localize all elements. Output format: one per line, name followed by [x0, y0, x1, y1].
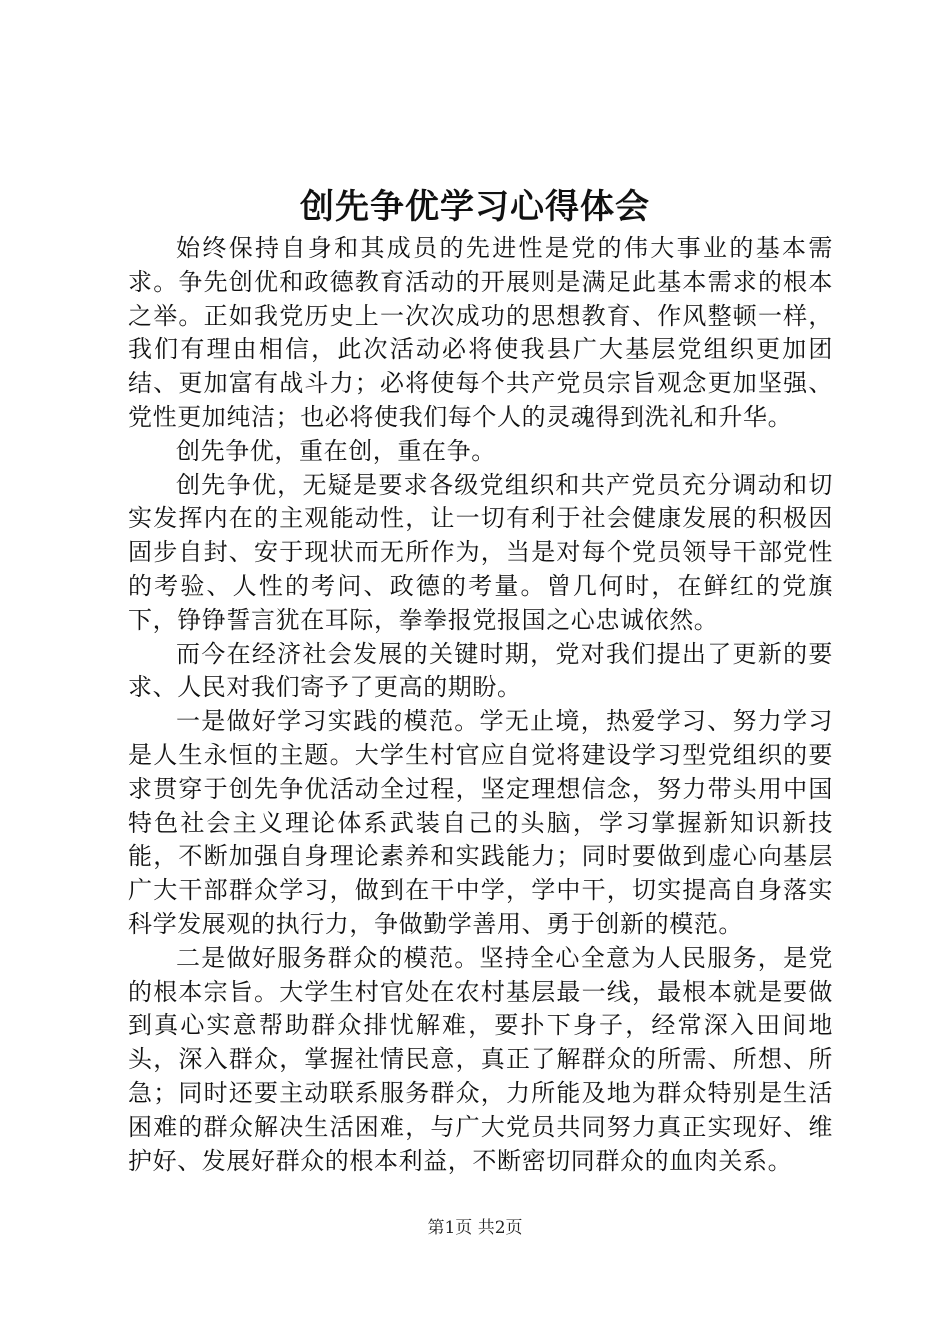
paragraph: 一是做好学习实践的模范。学无止境，热爱学习、努力学习是人生永恒的主题。大学生村官应自觉将建设学习型党组织的要求贯穿于创先争优活动全过程，坚定理想信念，努力带头用中国特色社会主义理论体系武装自己的头脑，学习掌握新知识新技能，不断加强自身理论素养和实践能力；同时要做到虚心向基层广大干部群众学习，做到在干中学，学中干，切实提高自身落实科学发展观的执行力，争做勤学善用、勇于创新的模范。: [128, 707, 833, 938]
paragraph: 始终保持自身和其成员的先进性是党的伟大事业的基本需求。争先创优和政德教育活动的开展则是满足此基本需求的根本之举。正如我党历史上一次次成功的思想教育、作风整顿一样，我们有理由相信，此次活动必将使我县广大基层党组织更加团结、更加富有战斗力；必将使每个共产党员宗旨观念更加坚强、党性更加纯洁；也必将使我们每个人的灵魂得到洗礼和升华。: [128, 234, 833, 431]
document-title: 创先争优学习心得体会: [300, 187, 650, 227]
paragraph: 创先争优，重在创，重在争。: [176, 436, 496, 465]
paragraph: 创先争优，无疑是要求各级党组织和共产党员充分调动和切实发挥内在的主观能动性，让一切有利于社会健康发展的积极因固步自封、安于现状而无所作为，当是对每个党员领导干部党性的考验、人性的考问、政德的考量。曾几何时，在鲜红的党旗下，铮铮誓言犹在耳际，拳拳报党报国之心忠诚依然。: [128, 470, 833, 634]
paragraph: 而今在经济社会发展的关键时期，党对我们提出了更新的要求、人民对我们寄予了更高的期盼。: [128, 639, 833, 702]
document-body: [128, 232, 833, 1178]
page-footer: 第1页 共2页: [427, 1218, 523, 1238]
paragraph: 二是做好服务群众的模范。坚持全心全意为人民服务，是党的根本宗旨。大学生村官处在农村基层最一线，最根本就是要做到真心实意帮助群众排忧解难，要扑下身子，经常深入田间地头，深入群众，掌握社情民意，真正了解群众的所需、所想、所急；同时还要主动联系服务群众，力所能及地为群众特别是生活困难的群众解决生活困难，与广大党员共同努力真正实现好、维护好、发展好群众的根本利益，不断密切同群众的血肉关系。: [128, 943, 833, 1175]
